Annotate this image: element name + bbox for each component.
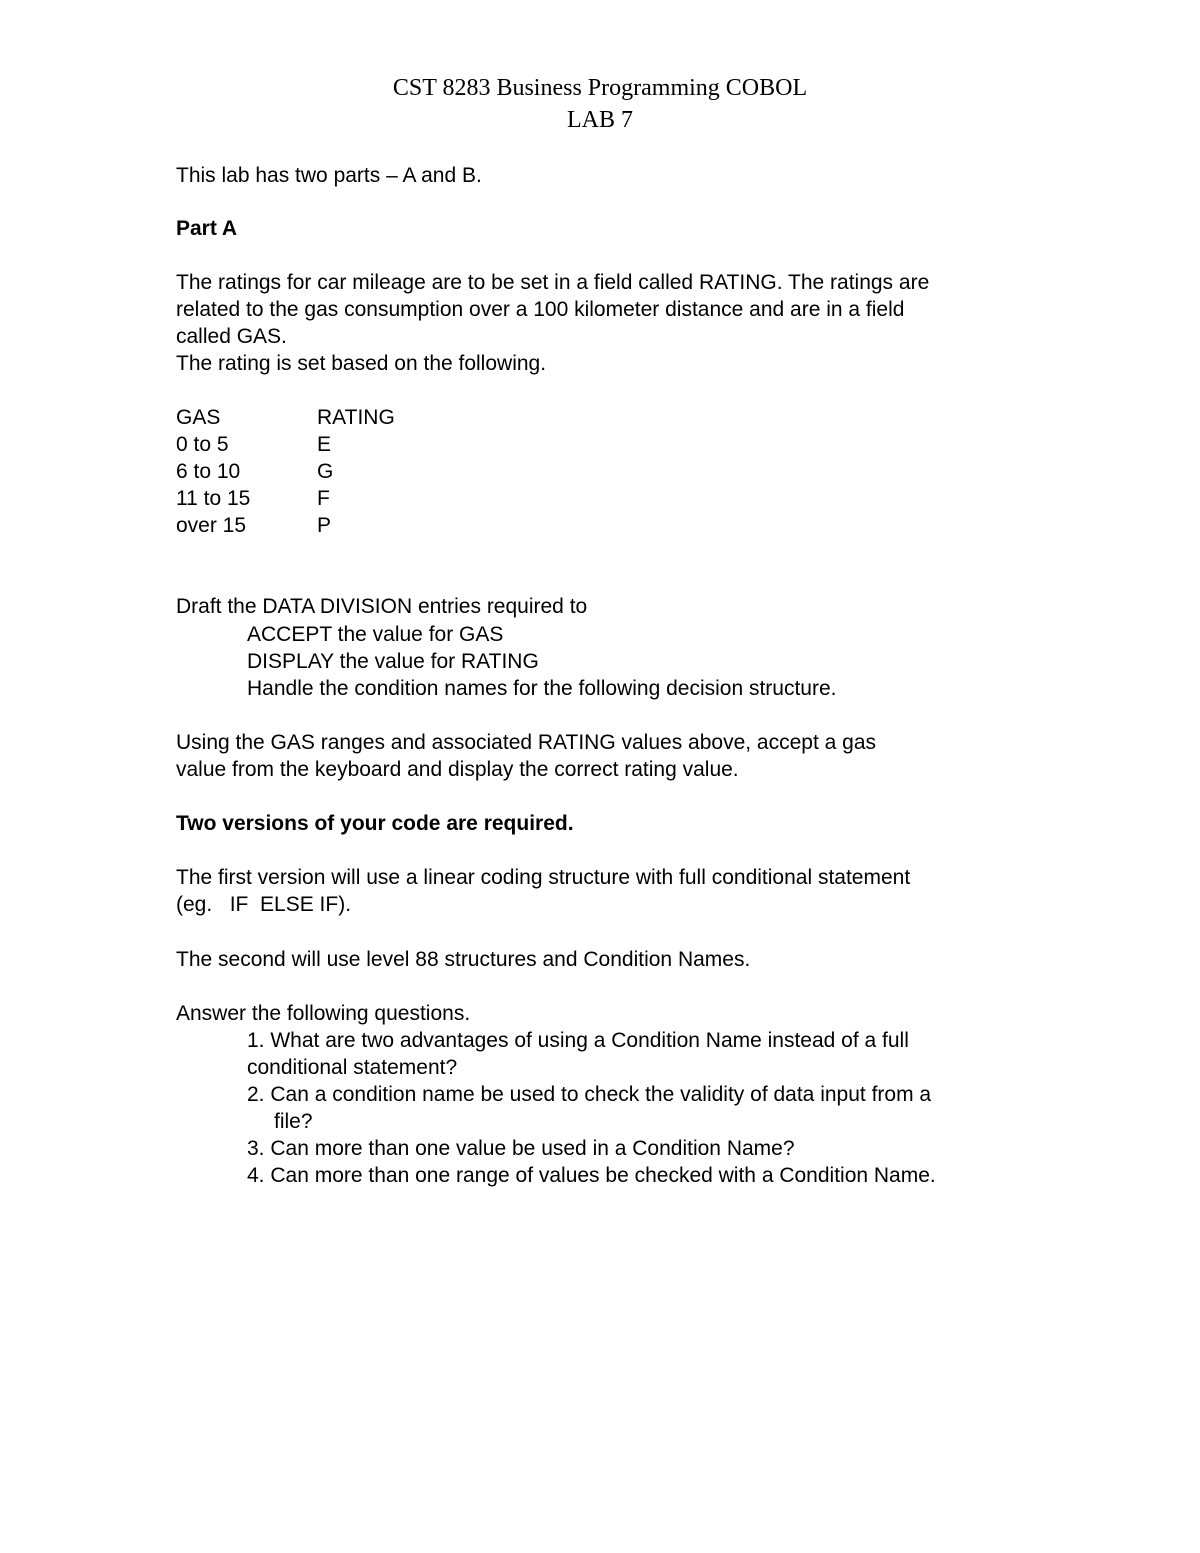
- paragraph-line: The rating is set based on the following.: [176, 352, 547, 375]
- second-version: The second will use level 88 structures and Condition Names.: [176, 948, 751, 971]
- versions-heading: Two versions of your code are required.: [176, 812, 574, 835]
- table-cell-gas: 0 to 5: [176, 433, 229, 456]
- questions-intro: Answer the following questions.: [176, 1002, 471, 1025]
- draft-item: DISPLAY the value for RATING: [247, 650, 539, 673]
- question-item-continuation: file?: [274, 1110, 313, 1133]
- question-item-continuation: conditional statement?: [247, 1056, 458, 1079]
- intro-text: This lab has two parts – A and B.: [176, 164, 482, 187]
- question-item: 2. Can a condition name be used to check the validity of data input from a: [247, 1083, 932, 1106]
- draft-item: ACCEPT the value for GAS: [247, 623, 504, 646]
- course-title: CST 8283 Business Programming COBOL: [392, 75, 808, 101]
- draft-intro: Draft the DATA DIVISION entries required to: [176, 595, 588, 618]
- table-header-gas: GAS: [176, 406, 221, 429]
- part-a-heading: Part A: [176, 217, 238, 240]
- table-cell-rating: E: [317, 433, 332, 456]
- table-cell-rating: F: [317, 487, 330, 510]
- draft-item: Handle the condition names for the following decision structure.: [247, 677, 837, 700]
- paragraph-line: related to the gas consumption over a 100 kilometer distance and are in a field: [176, 298, 905, 321]
- first-version-line: The first version will use a linear coding structure with full conditional statement: [176, 866, 911, 889]
- paragraph-line: called GAS.: [176, 325, 287, 348]
- table-cell-gas: 6 to 10: [176, 460, 241, 483]
- first-version-line: (eg. IF ELSE IF).: [176, 893, 352, 916]
- table-cell-gas: over 15: [176, 514, 247, 537]
- using-line: Using the GAS ranges and associated RATING values above, accept a gas: [176, 731, 876, 754]
- table-cell-rating: P: [317, 514, 332, 537]
- table-cell-gas: 11 to 15: [176, 487, 251, 510]
- lab-title: LAB 7: [567, 107, 633, 133]
- using-line: value from the keyboard and display the correct rating value.: [176, 758, 739, 781]
- table-cell-rating: G: [317, 460, 334, 483]
- table-header-rating: RATING: [317, 406, 395, 429]
- question-item: 4. Can more than one range of values be checked with a Condition Name.: [247, 1164, 936, 1187]
- question-item: 3. Can more than one value be used in a Condition Name?: [247, 1137, 795, 1160]
- question-item: 1. What are two advantages of using a Condition Name instead of a full: [247, 1029, 909, 1052]
- paragraph-line: The ratings for car mileage are to be set in a field called RATING. The ratings are: [176, 271, 930, 294]
